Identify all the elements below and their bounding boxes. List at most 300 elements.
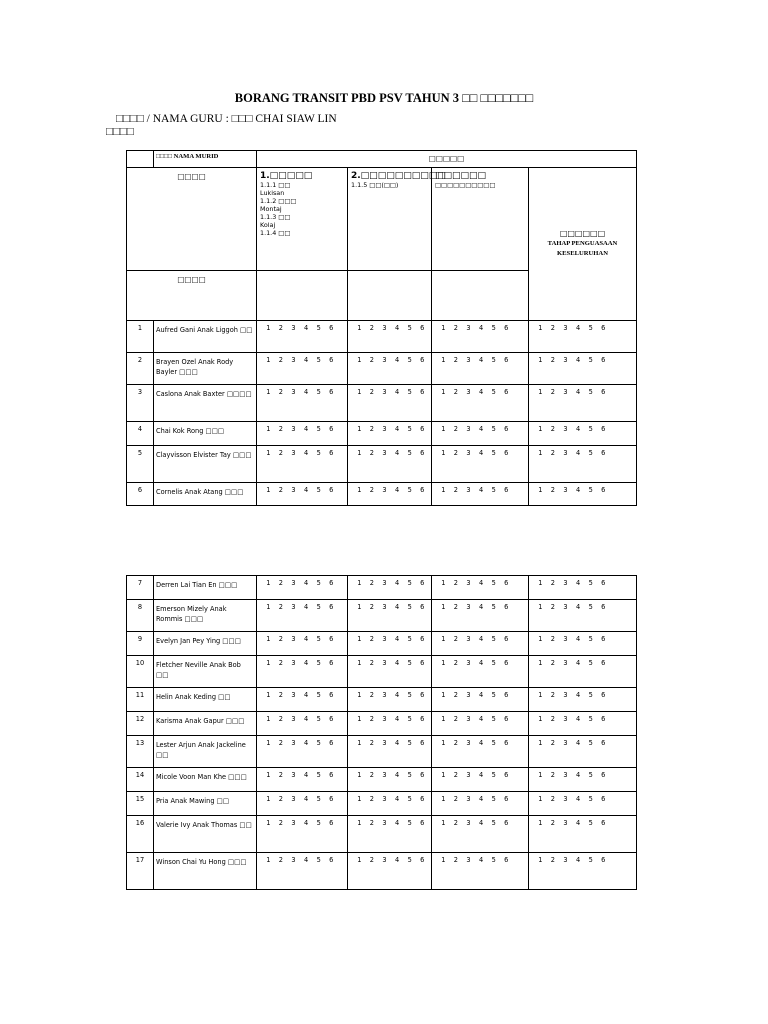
scale-option[interactable]: 3 — [291, 739, 296, 747]
scale-option[interactable]: 1 — [357, 324, 362, 332]
scale-option[interactable]: 1 — [538, 739, 543, 747]
scale-option[interactable]: 2 — [278, 739, 283, 747]
scale-option[interactable]: 2 — [550, 425, 555, 433]
scale-option[interactable]: 6 — [504, 579, 509, 587]
scale-option[interactable]: 6 — [504, 771, 509, 779]
scale-option[interactable]: 1 — [538, 659, 543, 667]
scale-option[interactable]: 6 — [420, 603, 425, 611]
scale-option[interactable]: 1 — [266, 635, 271, 643]
scale-option[interactable]: 3 — [291, 449, 296, 457]
scale-option[interactable]: 4 — [575, 603, 581, 611]
scale-option[interactable]: 3 — [382, 603, 387, 611]
scale-option[interactable]: 3 — [466, 324, 471, 332]
scale-option[interactable]: 4 — [394, 771, 400, 779]
scale-option[interactable]: 4 — [303, 449, 309, 457]
scale-option[interactable]: 2 — [453, 819, 458, 827]
scale-option[interactable]: 2 — [550, 388, 555, 396]
scale-option[interactable]: 5 — [588, 388, 593, 396]
scale-option[interactable]: 3 — [291, 659, 296, 667]
scale-option[interactable]: 6 — [601, 635, 606, 643]
scale-option[interactable]: 6 — [504, 388, 509, 396]
scale-option[interactable]: 5 — [407, 388, 412, 396]
scale-option[interactable]: 1 — [357, 635, 362, 643]
scale-option[interactable]: 1 — [357, 771, 362, 779]
scale-option[interactable]: 3 — [291, 486, 296, 494]
scale-option[interactable]: 1 — [441, 691, 446, 699]
scale-option[interactable]: 1 — [538, 324, 543, 332]
scale-option[interactable]: 6 — [601, 324, 606, 332]
scale-option[interactable]: 1 — [357, 856, 362, 864]
scale-option[interactable]: 4 — [478, 388, 484, 396]
scale-option[interactable]: 1 — [266, 425, 271, 433]
scale-option[interactable]: 4 — [394, 856, 400, 864]
scale-option[interactable]: 6 — [329, 856, 334, 864]
scale-option[interactable]: 4 — [575, 425, 581, 433]
scale-option[interactable]: 2 — [453, 771, 458, 779]
scale-option[interactable]: 5 — [491, 819, 496, 827]
scale-option[interactable]: 1 — [441, 856, 446, 864]
scale-option[interactable]: 6 — [504, 486, 509, 494]
scale-option[interactable]: 1 — [441, 388, 446, 396]
scale-option[interactable]: 6 — [601, 819, 606, 827]
scale-option[interactable]: 2 — [278, 356, 283, 364]
scale-option[interactable]: 2 — [453, 579, 458, 587]
scale-option[interactable]: 6 — [420, 771, 425, 779]
scale-option[interactable]: 3 — [382, 659, 387, 667]
scale-option[interactable]: 1 — [266, 739, 271, 747]
scale-option[interactable]: 6 — [420, 856, 425, 864]
scale-option[interactable]: 4 — [478, 635, 484, 643]
scale-option[interactable]: 1 — [357, 739, 362, 747]
scale-option[interactable]: 1 — [441, 356, 446, 364]
scale-option[interactable]: 4 — [394, 425, 400, 433]
scale-option[interactable]: 4 — [478, 324, 484, 332]
scale-option[interactable]: 2 — [453, 691, 458, 699]
scale-option[interactable]: 1 — [357, 795, 362, 803]
scale-option[interactable]: 5 — [491, 449, 496, 457]
scale-option[interactable]: 4 — [303, 425, 309, 433]
scale-option[interactable]: 2 — [278, 691, 283, 699]
scale-option[interactable]: 2 — [278, 715, 283, 723]
scale-option[interactable]: 1 — [538, 356, 543, 364]
scale-option[interactable]: 2 — [278, 819, 283, 827]
scale-option[interactable]: 3 — [563, 579, 568, 587]
scale-option[interactable]: 4 — [575, 449, 581, 457]
scale-option[interactable]: 5 — [316, 356, 321, 364]
scale-option[interactable]: 5 — [491, 486, 496, 494]
scale-option[interactable]: 3 — [291, 324, 296, 332]
scale-option[interactable]: 3 — [382, 635, 387, 643]
scale-option[interactable]: 6 — [329, 691, 334, 699]
scale-option[interactable]: 2 — [369, 324, 374, 332]
scale-option[interactable]: 6 — [504, 739, 509, 747]
scale-option[interactable]: 2 — [278, 579, 283, 587]
scale-option[interactable]: 5 — [491, 856, 496, 864]
scale-option[interactable]: 6 — [329, 771, 334, 779]
scale-option[interactable]: 3 — [382, 739, 387, 747]
scale-option[interactable]: 2 — [550, 715, 555, 723]
scale-option[interactable]: 3 — [563, 659, 568, 667]
scale-option[interactable]: 1 — [441, 795, 446, 803]
scale-option[interactable]: 5 — [588, 691, 593, 699]
scale-option[interactable]: 2 — [453, 388, 458, 396]
scale-option[interactable]: 6 — [329, 739, 334, 747]
scale-option[interactable]: 5 — [588, 771, 593, 779]
scale-option[interactable]: 1 — [266, 449, 271, 457]
scale-option[interactable]: 2 — [550, 635, 555, 643]
scale-option[interactable]: 5 — [407, 659, 412, 667]
scale-option[interactable]: 6 — [601, 388, 606, 396]
scale-option[interactable]: 6 — [601, 449, 606, 457]
scale-option[interactable]: 3 — [291, 771, 296, 779]
scale-option[interactable]: 2 — [550, 795, 555, 803]
scale-option[interactable]: 6 — [420, 356, 425, 364]
scale-option[interactable]: 4 — [575, 486, 581, 494]
scale-option[interactable]: 2 — [453, 715, 458, 723]
scale-option[interactable]: 5 — [407, 425, 412, 433]
scale-option[interactable]: 4 — [575, 691, 581, 699]
scale-option[interactable]: 4 — [575, 739, 581, 747]
scale-option[interactable]: 3 — [291, 856, 296, 864]
scale-option[interactable]: 3 — [382, 486, 387, 494]
scale-option[interactable]: 4 — [575, 771, 581, 779]
scale-option[interactable]: 5 — [588, 856, 593, 864]
scale-option[interactable]: 2 — [550, 579, 555, 587]
scale-option[interactable]: 5 — [491, 771, 496, 779]
scale-option[interactable]: 2 — [278, 425, 283, 433]
scale-option[interactable]: 5 — [316, 739, 321, 747]
scale-option[interactable]: 6 — [420, 739, 425, 747]
scale-option[interactable]: 4 — [303, 659, 309, 667]
scale-option[interactable]: 3 — [466, 819, 471, 827]
scale-option[interactable]: 6 — [504, 356, 509, 364]
scale-option[interactable]: 4 — [303, 603, 309, 611]
scale-option[interactable]: 4 — [303, 691, 309, 699]
scale-option[interactable]: 1 — [266, 486, 271, 494]
scale-option[interactable]: 4 — [478, 486, 484, 494]
scale-option[interactable]: 6 — [420, 635, 425, 643]
scale-option[interactable]: 3 — [382, 771, 387, 779]
scale-option[interactable]: 4 — [478, 659, 484, 667]
scale-option[interactable]: 2 — [550, 449, 555, 457]
scale-option[interactable]: 2 — [550, 819, 555, 827]
scale-option[interactable]: 6 — [420, 691, 425, 699]
scale-option[interactable]: 1 — [266, 819, 271, 827]
scale-option[interactable]: 6 — [504, 856, 509, 864]
scale-option[interactable]: 3 — [466, 356, 471, 364]
scale-option[interactable]: 5 — [407, 449, 412, 457]
scale-option[interactable]: 2 — [550, 691, 555, 699]
scale-option[interactable]: 4 — [478, 691, 484, 699]
scale-option[interactable]: 5 — [316, 795, 321, 803]
scale-option[interactable]: 1 — [266, 691, 271, 699]
scale-option[interactable]: 1 — [441, 659, 446, 667]
scale-option[interactable]: 3 — [291, 579, 296, 587]
scale-option[interactable]: 6 — [420, 425, 425, 433]
scale-option[interactable]: 6 — [329, 635, 334, 643]
scale-option[interactable]: 3 — [382, 691, 387, 699]
scale-option[interactable]: 4 — [394, 691, 400, 699]
scale-option[interactable]: 3 — [563, 771, 568, 779]
scale-option[interactable]: 4 — [394, 739, 400, 747]
scale-option[interactable]: 6 — [601, 771, 606, 779]
scale-option[interactable]: 1 — [357, 691, 362, 699]
scale-option[interactable]: 5 — [491, 388, 496, 396]
scale-option[interactable]: 3 — [291, 691, 296, 699]
scale-option[interactable]: 4 — [394, 449, 400, 457]
scale-option[interactable]: 6 — [420, 486, 425, 494]
scale-option[interactable]: 1 — [441, 449, 446, 457]
scale-option[interactable]: 5 — [588, 579, 593, 587]
scale-option[interactable]: 6 — [601, 425, 606, 433]
scale-option[interactable]: 5 — [316, 819, 321, 827]
scale-option[interactable]: 1 — [357, 356, 362, 364]
scale-option[interactable]: 3 — [466, 856, 471, 864]
scale-option[interactable]: 1 — [357, 603, 362, 611]
scale-option[interactable]: 6 — [504, 449, 509, 457]
scale-option[interactable]: 2 — [278, 449, 283, 457]
scale-option[interactable]: 4 — [394, 819, 400, 827]
scale-option[interactable]: 6 — [329, 715, 334, 723]
scale-option[interactable]: 4 — [394, 795, 400, 803]
scale-option[interactable]: 4 — [575, 388, 581, 396]
scale-option[interactable]: 5 — [407, 486, 412, 494]
scale-option[interactable]: 3 — [466, 771, 471, 779]
scale-option[interactable]: 1 — [538, 449, 543, 457]
scale-option[interactable]: 3 — [563, 635, 568, 643]
scale-option[interactable]: 1 — [538, 486, 543, 494]
scale-option[interactable]: 3 — [466, 659, 471, 667]
scale-option[interactable]: 2 — [369, 739, 374, 747]
scale-option[interactable]: 3 — [466, 603, 471, 611]
scale-option[interactable]: 1 — [441, 324, 446, 332]
scale-option[interactable]: 6 — [420, 324, 425, 332]
scale-option[interactable]: 5 — [588, 795, 593, 803]
scale-option[interactable]: 6 — [504, 603, 509, 611]
scale-option[interactable]: 4 — [303, 486, 309, 494]
scale-option[interactable]: 5 — [407, 324, 412, 332]
scale-option[interactable]: 5 — [316, 715, 321, 723]
scale-option[interactable]: 3 — [466, 739, 471, 747]
scale-option[interactable]: 6 — [329, 388, 334, 396]
scale-option[interactable]: 3 — [382, 449, 387, 457]
scale-option[interactable]: 1 — [538, 388, 543, 396]
scale-option[interactable]: 2 — [453, 486, 458, 494]
scale-option[interactable]: 1 — [357, 715, 362, 723]
scale-option[interactable]: 2 — [278, 324, 283, 332]
scale-option[interactable]: 1 — [538, 715, 543, 723]
scale-option[interactable]: 5 — [316, 771, 321, 779]
scale-option[interactable]: 5 — [588, 324, 593, 332]
scale-option[interactable]: 5 — [316, 449, 321, 457]
scale-option[interactable]: 5 — [316, 691, 321, 699]
scale-option[interactable]: 2 — [453, 856, 458, 864]
scale-option[interactable]: 2 — [278, 388, 283, 396]
scale-option[interactable]: 6 — [601, 856, 606, 864]
scale-option[interactable]: 3 — [563, 324, 568, 332]
scale-option[interactable]: 5 — [407, 579, 412, 587]
scale-option[interactable]: 3 — [563, 691, 568, 699]
scale-option[interactable]: 3 — [466, 795, 471, 803]
scale-option[interactable]: 3 — [466, 691, 471, 699]
scale-option[interactable]: 2 — [278, 603, 283, 611]
scale-option[interactable]: 3 — [563, 425, 568, 433]
scale-option[interactable]: 1 — [441, 635, 446, 643]
scale-option[interactable]: 1 — [357, 579, 362, 587]
scale-option[interactable]: 3 — [563, 603, 568, 611]
scale-option[interactable]: 4 — [303, 819, 309, 827]
scale-option[interactable]: 2 — [550, 324, 555, 332]
scale-option[interactable]: 4 — [575, 659, 581, 667]
scale-option[interactable]: 4 — [303, 579, 309, 587]
scale-option[interactable]: 1 — [266, 795, 271, 803]
scale-option[interactable]: 3 — [466, 486, 471, 494]
scale-option[interactable]: 6 — [420, 715, 425, 723]
scale-option[interactable]: 3 — [291, 795, 296, 803]
scale-option[interactable]: 6 — [504, 635, 509, 643]
scale-option[interactable]: 5 — [491, 324, 496, 332]
scale-option[interactable]: 4 — [575, 579, 581, 587]
scale-option[interactable]: 6 — [420, 659, 425, 667]
scale-option[interactable]: 2 — [453, 739, 458, 747]
scale-option[interactable]: 3 — [563, 795, 568, 803]
scale-option[interactable]: 5 — [491, 659, 496, 667]
scale-option[interactable]: 4 — [478, 819, 484, 827]
scale-option[interactable]: 2 — [369, 449, 374, 457]
scale-option[interactable]: 2 — [369, 715, 374, 723]
scale-option[interactable]: 2 — [369, 819, 374, 827]
scale-option[interactable]: 5 — [588, 819, 593, 827]
scale-option[interactable]: 5 — [407, 739, 412, 747]
scale-option[interactable]: 2 — [369, 659, 374, 667]
scale-option[interactable]: 1 — [538, 691, 543, 699]
scale-option[interactable]: 4 — [303, 388, 309, 396]
scale-option[interactable]: 5 — [491, 635, 496, 643]
scale-option[interactable]: 6 — [601, 356, 606, 364]
scale-option[interactable]: 4 — [303, 324, 309, 332]
scale-option[interactable]: 4 — [478, 356, 484, 364]
scale-option[interactable]: 4 — [575, 856, 581, 864]
scale-option[interactable]: 5 — [316, 486, 321, 494]
scale-option[interactable]: 6 — [329, 795, 334, 803]
scale-option[interactable]: 5 — [588, 739, 593, 747]
scale-option[interactable]: 4 — [303, 739, 309, 747]
scale-option[interactable]: 5 — [588, 659, 593, 667]
scale-option[interactable]: 6 — [504, 324, 509, 332]
scale-option[interactable]: 5 — [588, 603, 593, 611]
scale-option[interactable]: 1 — [266, 324, 271, 332]
scale-option[interactable]: 6 — [420, 795, 425, 803]
scale-option[interactable]: 1 — [357, 449, 362, 457]
scale-option[interactable]: 5 — [407, 603, 412, 611]
scale-option[interactable]: 5 — [588, 635, 593, 643]
scale-option[interactable]: 6 — [420, 449, 425, 457]
scale-option[interactable]: 1 — [357, 388, 362, 396]
scale-option[interactable]: 5 — [491, 691, 496, 699]
scale-option[interactable]: 2 — [453, 795, 458, 803]
scale-option[interactable]: 6 — [504, 795, 509, 803]
scale-option[interactable]: 5 — [491, 603, 496, 611]
scale-option[interactable]: 5 — [588, 356, 593, 364]
scale-option[interactable]: 1 — [538, 603, 543, 611]
scale-option[interactable]: 2 — [453, 324, 458, 332]
scale-option[interactable]: 2 — [550, 486, 555, 494]
scale-option[interactable]: 1 — [441, 579, 446, 587]
scale-option[interactable]: 6 — [601, 739, 606, 747]
scale-option[interactable]: 2 — [369, 691, 374, 699]
scale-option[interactable]: 3 — [466, 388, 471, 396]
scale-option[interactable]: 3 — [291, 388, 296, 396]
scale-option[interactable]: 4 — [478, 771, 484, 779]
scale-option[interactable]: 1 — [266, 659, 271, 667]
scale-option[interactable]: 3 — [382, 425, 387, 433]
scale-option[interactable]: 2 — [550, 356, 555, 364]
scale-option[interactable]: 3 — [563, 449, 568, 457]
scale-option[interactable]: 2 — [550, 771, 555, 779]
scale-option[interactable]: 4 — [394, 579, 400, 587]
scale-option[interactable]: 1 — [441, 819, 446, 827]
scale-option[interactable]: 1 — [441, 715, 446, 723]
scale-option[interactable]: 3 — [563, 819, 568, 827]
scale-option[interactable]: 4 — [478, 739, 484, 747]
scale-option[interactable]: 1 — [441, 771, 446, 779]
scale-option[interactable]: 4 — [478, 579, 484, 587]
scale-option[interactable]: 4 — [394, 324, 400, 332]
scale-option[interactable]: 5 — [588, 425, 593, 433]
scale-option[interactable]: 4 — [575, 715, 581, 723]
scale-option[interactable]: 5 — [316, 635, 321, 643]
scale-option[interactable]: 6 — [504, 819, 509, 827]
scale-option[interactable]: 4 — [394, 603, 400, 611]
scale-option[interactable]: 5 — [316, 856, 321, 864]
scale-option[interactable]: 2 — [369, 486, 374, 494]
scale-option[interactable]: 5 — [316, 659, 321, 667]
scale-option[interactable]: 6 — [329, 425, 334, 433]
scale-option[interactable]: 4 — [575, 635, 581, 643]
scale-option[interactable]: 3 — [291, 356, 296, 364]
scale-option[interactable]: 4 — [478, 449, 484, 457]
scale-option[interactable]: 2 — [369, 356, 374, 364]
scale-option[interactable]: 6 — [601, 579, 606, 587]
scale-option[interactable]: 2 — [550, 659, 555, 667]
scale-option[interactable]: 4 — [394, 356, 400, 364]
scale-option[interactable]: 1 — [538, 819, 543, 827]
scale-option[interactable]: 3 — [563, 739, 568, 747]
scale-option[interactable]: 6 — [329, 356, 334, 364]
scale-option[interactable]: 2 — [369, 388, 374, 396]
scale-option[interactable]: 3 — [382, 356, 387, 364]
scale-option[interactable]: 2 — [550, 856, 555, 864]
scale-option[interactable]: 3 — [382, 579, 387, 587]
scale-option[interactable]: 2 — [369, 635, 374, 643]
scale-option[interactable]: 6 — [420, 579, 425, 587]
scale-option[interactable]: 6 — [420, 388, 425, 396]
scale-option[interactable]: 3 — [382, 715, 387, 723]
scale-option[interactable]: 3 — [382, 324, 387, 332]
scale-option[interactable]: 2 — [453, 635, 458, 643]
scale-option[interactable]: 6 — [420, 819, 425, 827]
scale-option[interactable]: 3 — [382, 856, 387, 864]
scale-option[interactable]: 6 — [601, 659, 606, 667]
scale-option[interactable]: 5 — [407, 715, 412, 723]
scale-option[interactable]: 3 — [382, 819, 387, 827]
scale-option[interactable]: 5 — [316, 425, 321, 433]
scale-option[interactable]: 2 — [278, 635, 283, 643]
scale-option[interactable]: 2 — [369, 795, 374, 803]
scale-option[interactable]: 4 — [394, 486, 400, 494]
scale-option[interactable]: 3 — [466, 715, 471, 723]
scale-option[interactable]: 2 — [453, 449, 458, 457]
